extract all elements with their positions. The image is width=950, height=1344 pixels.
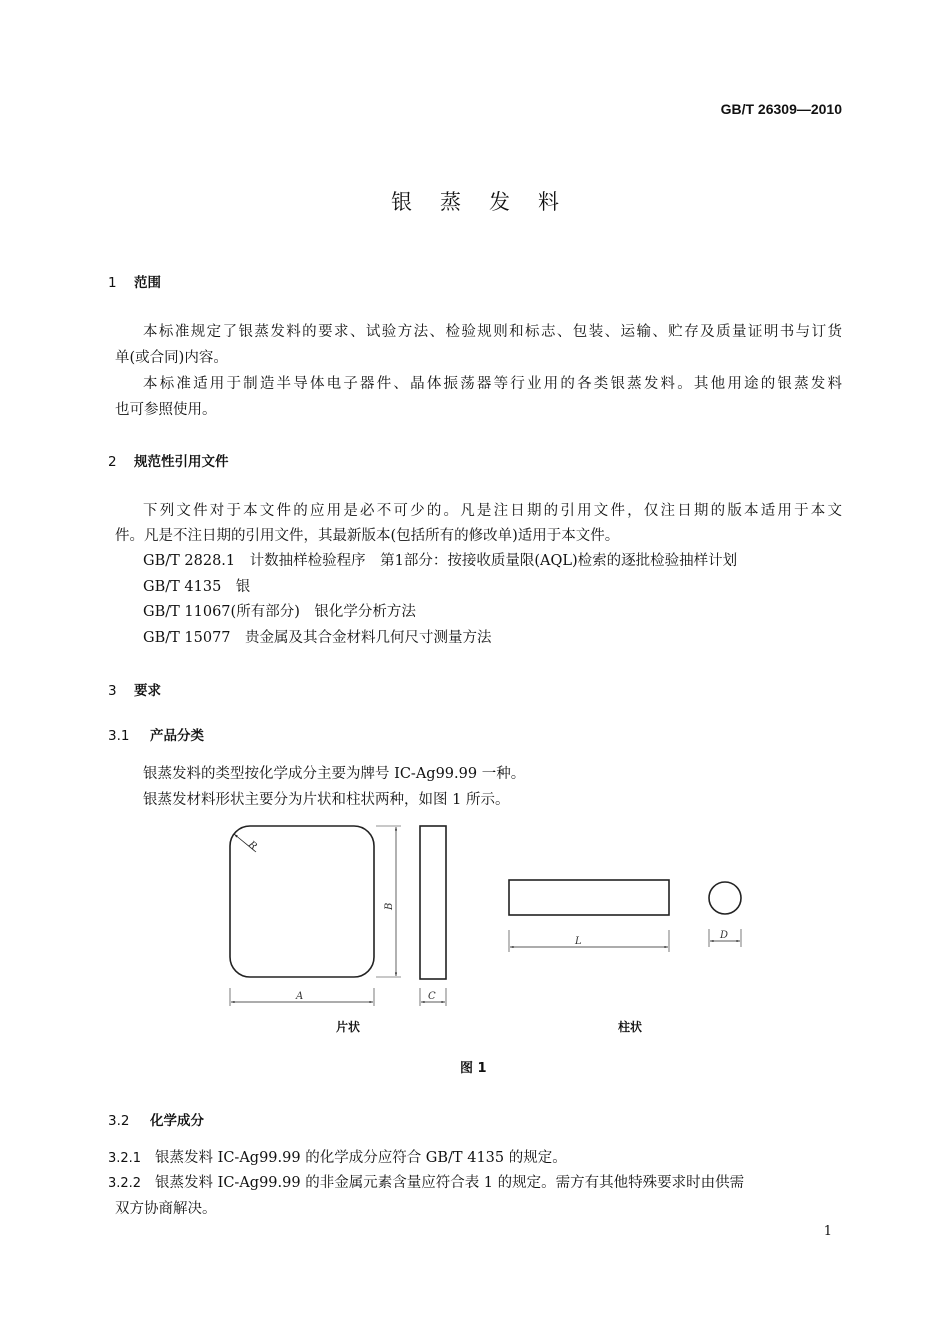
sheet-side-shape — [420, 826, 446, 979]
section-number: 3 — [108, 683, 117, 699]
dim-label-d: D — [720, 930, 729, 941]
clause-number: 3.2.2 — [108, 1176, 142, 1191]
rod-section-shape — [709, 882, 741, 914]
section-title: 范围 — [134, 275, 161, 291]
clause-3-2-2 — [108, 1171, 842, 1192]
paragraph-line: 本标准适用于制造半导体电子器件、晶体振荡器等行业用的各类银蒸发料。其他用途的银蒸发料 — [143, 376, 842, 392]
dim-label-a: A — [296, 991, 304, 1002]
caption-rod: 柱状 — [618, 1020, 643, 1034]
section-title: 产品分类 — [150, 728, 204, 744]
dim-label-c: C — [428, 991, 436, 1002]
clause-text: 银蒸发料 IC-Ag99.99 的非金属元素含量应符合表 1 的规定。需方有其他特殊要求时由供需 — [155, 1175, 745, 1191]
section-number: 2 — [108, 454, 117, 470]
section-number: 1 — [108, 275, 117, 291]
clause-text: 银蒸发料 IC-Ag99.99 的化学成分应符合 GB/T 4135 的规定。 — [155, 1150, 567, 1166]
figure-caption: 图 1 — [460, 1061, 487, 1076]
section-title: 规范性引用文件 — [134, 454, 229, 470]
page-number: 1 — [823, 1224, 832, 1239]
standard-code: GB/T 26309—2010 — [720, 101, 842, 117]
paragraph-line: 双方协商解决。 — [115, 1201, 217, 1217]
section-title: 化学成分 — [150, 1113, 204, 1129]
section-number: 3.1 — [108, 728, 130, 744]
clause-3-2-1 — [108, 1146, 842, 1167]
reference-item: GB/T 4135 银 — [143, 579, 251, 595]
paragraph-line: 单(或合同)内容。 — [115, 350, 228, 366]
clause-number: 3.2.1 — [108, 1151, 142, 1166]
section-3-2-heading — [108, 1109, 204, 1129]
reference-item: GB/T 15077 贵金属及其合金材料几何尺寸测量方法 — [143, 630, 492, 646]
paragraph-line: 下列文件对于本文件的应用是必不可少的。凡是注日期的引用文件，仅注日期的版本适用于本文 — [143, 503, 842, 519]
rod-shape — [509, 880, 669, 915]
section-number: 3.2 — [108, 1113, 130, 1129]
reference-item: GB/T 11067(所有部分) 银化学分析方法 — [143, 604, 416, 620]
paragraph-line: 本标准规定了银蒸发料的要求、试验方法、检验规则和标志、包装、运输、贮存及质量证明书与订货 — [143, 324, 842, 340]
dim-label-r: R — [245, 839, 259, 853]
paragraph-line: 件。凡是不注日期的引用文件，其最新版本(包括所有的修改单)适用于本文件。 — [115, 528, 620, 544]
paragraph-line: 也可参照使用。 — [115, 402, 217, 418]
section-title: 要求 — [134, 683, 161, 699]
reference-item: GB/T 2828.1 计数抽样检验程序 第1部分：按接收质量限(AQL)检索的逐批检验抽样计划 — [143, 553, 738, 569]
page-title: 银蒸发料 — [391, 190, 587, 214]
caption-sheet: 片状 — [336, 1020, 361, 1034]
dim-label-b: B — [384, 902, 395, 910]
paragraph-line: 银蒸发材料形状主要分为片状和柱状两种，如图 1 所示。 — [143, 792, 510, 808]
dim-label-l: L — [575, 936, 582, 947]
paragraph-line: 银蒸发料的类型按化学成分主要为牌号 IC-Ag99.99 一种。 — [143, 766, 526, 782]
